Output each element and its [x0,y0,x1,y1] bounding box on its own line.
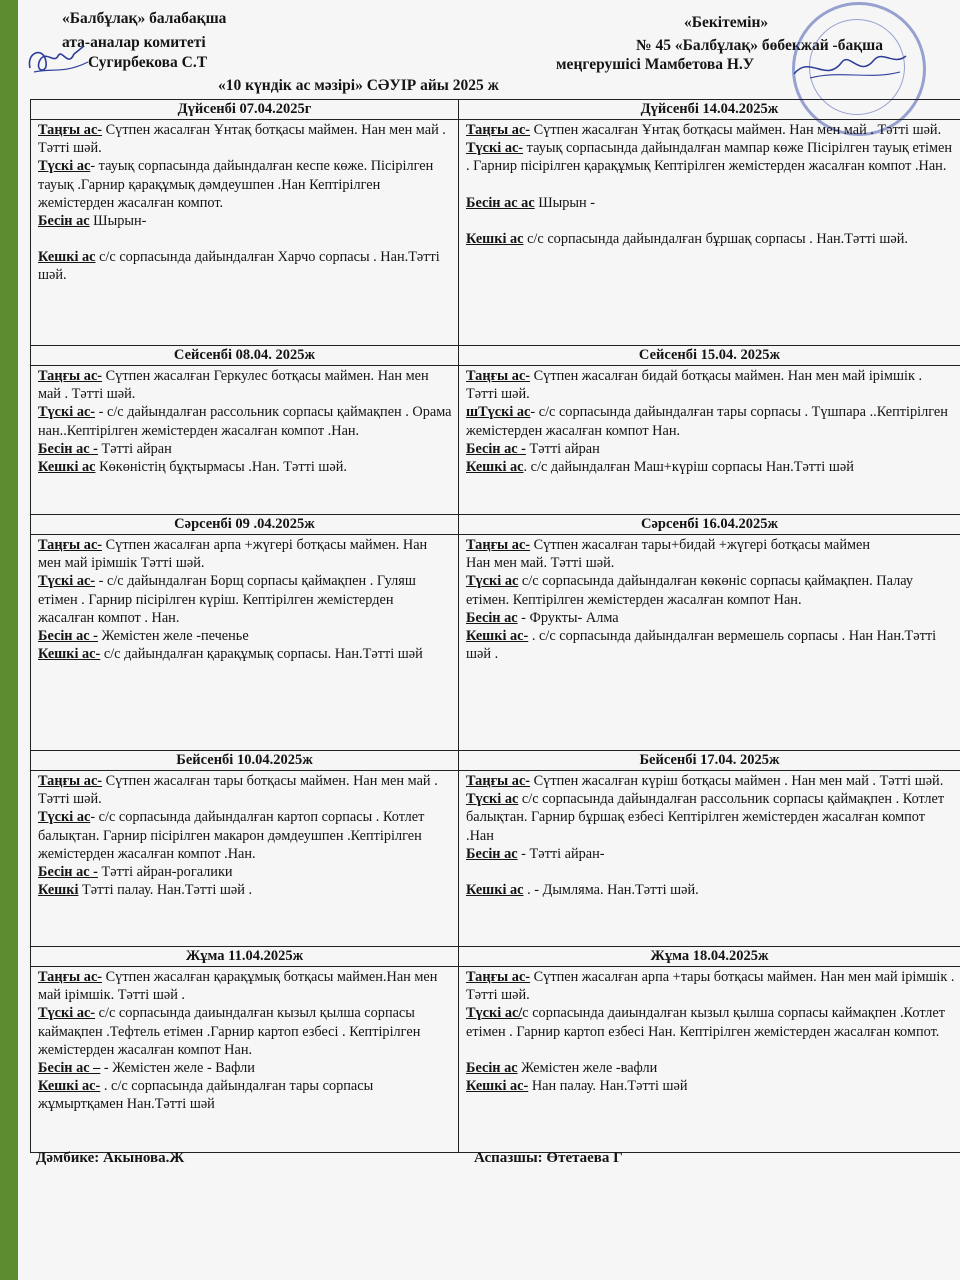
meal-entry [38,863,453,881]
entry-spacer [466,176,955,194]
nurse-signature-line: Дәмбике: Акынова.Ж [36,1150,185,1166]
meal-entry [38,627,453,645]
meal-description: Сүтпен жасалған арпа +тары ботқасы маймен. Нан мен май ірімшік . Тәтті шәй. [466,969,955,1004]
entry-spacer [466,1041,955,1059]
committee-head-name: Сугирбекова С.Т [88,54,208,71]
meal-entry [38,645,453,663]
director-name: меңгерушісі Мамбетова Н.У [556,56,755,73]
meal-description: с/с дайындалған қарақұмық сорпасы. Нан.Тәтті шәй [100,646,423,663]
meal-entry [38,212,453,230]
meal-description: - Жемістен желе - Вафли [100,1060,255,1077]
meal-description: Сүтпен жасалған Ұнтақ ботқасы маймен. Нан мен май . Тәтті шәй. [38,122,446,157]
menu-title: «10 күндік ас мәзірі» СӘУІР айы 2025 ж [218,77,499,94]
approval-label: «Бекітемін» [684,14,769,31]
meal-description: Шырын - [534,194,596,211]
day-menu-row [31,535,960,751]
meal-description: Тәтті айран-рогалики [97,864,233,881]
meal-entry [466,139,955,175]
meal-entry [38,772,453,808]
meal-label: Бесін ас [466,609,518,626]
meal-label: Кешкі ас [466,459,524,476]
meal-label: Кешкі ас- [466,1078,529,1095]
meal-description: тауық сорпасында дайындалған мампар көже Пісірілген тауық етімен . Гарнир пісірілген қарақұмық Кептірілген жемістерден жасалған компот .Нан. [466,140,953,175]
meal-description: Тәтті палау. Нан.Тәтті шәй . [78,882,253,899]
meal-label: Бесін ас ас [466,194,535,211]
meal-label: Таңғы ас- [38,969,103,985]
meal-entry [466,968,955,1004]
meal-entry [38,1059,453,1077]
meal-label: Кешкі ас- [38,1078,101,1095]
day-header-row [31,100,960,120]
meal-description: с/с сорпасында дайындалған Харчо сорпасы . Нан.Тәтті шәй. [38,249,440,284]
day-menu-cell [459,366,960,515]
day-date-header: Дүйсенбі 14.04.2025ж [459,100,960,120]
meal-label: Таңғы ас- [38,122,103,138]
day-menu-cell [459,967,960,1153]
meal-entry [466,536,955,554]
meal-entry [38,157,453,212]
meal-label: Түскі ас [38,809,91,826]
meal-entry [466,772,955,790]
meal-label: Түскі ас/ [466,1005,523,1022]
meal-label: Таңғы ас- [466,969,531,985]
meal-entry [466,194,955,212]
meal-description: Тәтті айран [97,440,172,457]
meal-description: с/с сорпасында дайындалған рассольник сорпасы қаймақпен . Котлет балықтан. Гарнир бұршақ езбесі Кептірілген жемістерден жасалған компот .Нан [466,791,945,844]
meal-label: Бесін ас - [38,628,98,645]
day-date-header: Сәрсенбі 16.04.2025ж [459,515,960,535]
meal-entry [466,1059,955,1077]
entry-spacer [466,863,955,881]
day-menu-row [31,771,960,947]
meal-entry [38,536,453,572]
day-menu-cell [459,120,960,346]
day-date-header: Бейсенбі 17.04. 2025ж [459,751,960,771]
day-header-row [31,346,960,366]
meal-entry [466,609,955,627]
meal-description: Жемістен желе -печенье [97,628,249,645]
meal-description: Жемістен желе -вафли [517,1059,658,1076]
day-date-header: Сейсенбі 15.04. 2025ж [459,346,960,366]
meal-description: с сорпасында даиындалған кызыл қылша сорпасы каймақпен .Котлет етімен . Гарнир картоп езбесі Нан. Кептірілген жемістерден жасалған компот. [466,1005,945,1040]
meal-description: Тәтті айран [525,440,600,457]
day-menu-row [31,967,960,1153]
meal-label: Таңғы ас- [466,122,531,138]
meal-description: Шырын- [89,213,147,230]
institution-name: № 45 «Балбұлақ» бөбекжай -бақша [636,37,883,54]
meal-entry [38,881,453,899]
meal-label: Бесін ас - [38,864,98,881]
meal-label: Бесін ас [466,1059,518,1076]
meal-label: Таңғы ас- [466,368,531,384]
day-date-header: Бейсенбі 10.04.2025ж [31,751,459,771]
meal-label: Бесін ас – [38,1060,101,1077]
day-menu-cell [31,535,459,751]
meal-description: с/с сорпасында даиындалған кызыл қылша сорпасы каймақпен .Тефтель етімен .Гарнир картоп езбесі . Кептірілген жемістерден жасалған компот Нан. [38,1005,421,1058]
day-header-row [31,947,960,967]
meal-label: Кешкі ас- [466,628,529,645]
meal-entry [466,230,955,248]
day-menu-cell [31,366,459,515]
meal-description: - с/с сорпасында дайындалған картоп сорпасы . Котлет балықтан. Гарнир пісірілген макарон дәмдеушпен .Кептірілген жемістерден жасалған компот .Нан. [38,809,425,862]
meal-label: Түскі ас- [38,404,96,421]
meal-entry [466,572,955,608]
day-date-header: Дүйсенбі 07.04.2025г [31,100,459,120]
meal-description: Көкөністің бұқтырмасы .Нан. Тәтті шәй. [95,459,348,476]
director-signature [790,44,910,92]
meal-description: Нан палау. Нан.Тәтті шәй [528,1078,688,1095]
cook-signature-line: Аспазшы: Өтетаева Г [474,1150,623,1166]
meal-label: шТүскі ас [466,404,531,421]
meal-description: . - Дымляма. Нан.Тәтті шәй. [523,882,699,899]
meal-label: Түскі ас [38,158,91,175]
meal-entry [38,440,453,458]
day-menu-row [31,366,960,515]
day-menu-cell [459,771,960,947]
meal-label: Түскі ас- [466,140,524,157]
meal-description: - Тәтті айран- [517,845,605,862]
meal-entry [466,881,955,899]
meal-entry [466,790,955,845]
meal-description: Сүтпен жасалған арпа +жүгері ботқасы маймен. Нан мен май ірімшік Тәтті шәй. [38,537,428,572]
meal-entry [38,458,453,476]
meal-description: - тауық сорпасында дайындалған кеспе көже. Пісірілген тауық .Гарнир қарақұмық дәмдеушпен .Нан Кептірілген жемістерден жасалған компот. [38,158,434,211]
meal-entry [38,1004,453,1059]
meal-description: . с/с сорпасында дайындалған тары сорпасы жұмыртқамен Нан.Тәтті шәй [38,1078,374,1113]
meal-description: Сүтпен жасалған тары ботқасы маймен. Нан мен май . Тәтті шәй. [38,773,438,808]
meal-entry [466,367,955,403]
meal-label: Кешкі ас [38,249,96,266]
day-date-header: Сәрсенбі 09 .04.2025ж [31,515,459,535]
meal-label: Түскі ас- [38,1005,96,1022]
meal-entry [38,248,453,284]
entry-spacer [38,230,453,248]
meal-entry [466,403,955,439]
menu-table [30,99,960,1153]
meal-label: Кешкі ас [466,230,524,247]
day-menu-row [31,120,960,346]
committee-signature [24,38,94,82]
meal-entry [38,1077,453,1113]
meal-description: Нан мен май. Тәтті шәй. [466,555,615,572]
meal-entry [38,403,453,439]
day-menu-cell [31,120,459,346]
meal-label: Түскі ас [466,573,519,590]
meal-label: Бесін ас - [466,440,526,457]
entry-spacer [466,212,955,230]
meal-entry [38,367,453,403]
meal-label: Бесін ас [466,845,518,862]
meal-label: Бесін ас - [38,440,98,457]
meal-entry [466,845,955,863]
meal-entry [466,458,955,476]
meal-description: . с/с сорпасында дайындалған вермешель сорпасы . Нан Нан.Тәтті шәй . [466,628,937,663]
meal-label: Таңғы ас- [466,537,531,553]
meal-entry [466,554,955,572]
meal-description: - с/с дайындалған Борщ сорпасы қаймақпен . Гуляш етімен . Гарнир пісірілген күріш. Кептірілген жемістерден жасалған компот . Нан. [38,573,416,626]
meal-entry [38,572,453,627]
meal-description: - Фрукты- Алма [517,609,619,626]
day-menu-cell [31,771,459,947]
meal-label: Кешкі ас- [38,646,101,663]
meal-label: Бесін ас [38,213,90,230]
kindergarten-name: «Балбұлақ» балабақша [62,10,227,27]
meal-label: Кешкі ас [38,459,96,476]
meal-description: с/с сорпасында дайындалған көкөніс сорпасы қаймақпен. Палау етімен. Кептірілген жемістерден жасалған компот Нан. [466,573,913,608]
meal-entry [466,121,955,139]
meal-description: Сүтпен жасалған Геркулес ботқасы маймен. Нан мен май . Тәтті шәй. [38,368,429,403]
meal-description: Сүтпен жасалған қарақұмық ботқасы маймен.Нан мен май ірімшік. Тәтті шәй . [38,969,438,1004]
day-date-header: Жұма 18.04.2025ж [459,947,960,967]
meal-label: Кешкі [38,882,79,899]
day-date-header: Жұма 11.04.2025ж [31,947,459,967]
meal-description: - с/с сорпасында дайындалған тары сорпасы . Түшпара ..Кептірілген жемістерден жасалған компот Нан. [466,404,948,439]
meal-label: Түскі ас- [38,573,96,590]
meal-label: Кешкі ас [466,882,524,899]
meal-description: Сүтпен жасалған бидай ботқасы маймен. Нан мен май ірімшік . Тәтті шәй. [466,368,923,403]
meal-description: . с/с дайындалған Маш+күріш сорпасы Нан.Тәтті шәй [523,459,854,476]
day-header-row [31,751,960,771]
meal-entry [38,808,453,863]
meal-label: Түскі ас [466,791,519,808]
meal-description: Сүтпен жасалған тары+бидай +жүгері ботқасы маймен [530,537,871,553]
meal-description: - с/с дайындалған рассольник сорпасы қаймақпен . Орама нан..Кептірілген жемістерден жасалған компот .Нан. [38,404,452,439]
meal-entry [38,121,453,157]
meal-label: Таңғы ас- [38,368,103,384]
meal-label: Таңғы ас- [38,773,103,789]
meal-entry [38,968,453,1004]
day-header-row [31,515,960,535]
meal-entry [466,440,955,458]
meal-description: Сүтпен жасалған күріш ботқасы маймен . Нан мен май . Тәтті шәй. [530,773,944,789]
meal-label: Таңғы ас- [38,537,103,553]
day-menu-cell [459,535,960,751]
meal-label: Таңғы ас- [466,773,531,789]
meal-entry [466,627,955,663]
day-date-header: Сейсенбі 08.04. 2025ж [31,346,459,366]
meal-entry [466,1004,955,1040]
meal-description: с/с сорпасында дайындалған бұршақ сорпасы . Нан.Тәтті шәй. [523,230,908,247]
meal-description: Сүтпен жасалған Ұнтақ ботқасы маймен. Нан мен май . Тәтті шәй. [530,122,942,138]
parent-committee: ата-аналар комитеті [62,34,206,51]
day-menu-cell [31,967,459,1153]
meal-entry [466,1077,955,1095]
